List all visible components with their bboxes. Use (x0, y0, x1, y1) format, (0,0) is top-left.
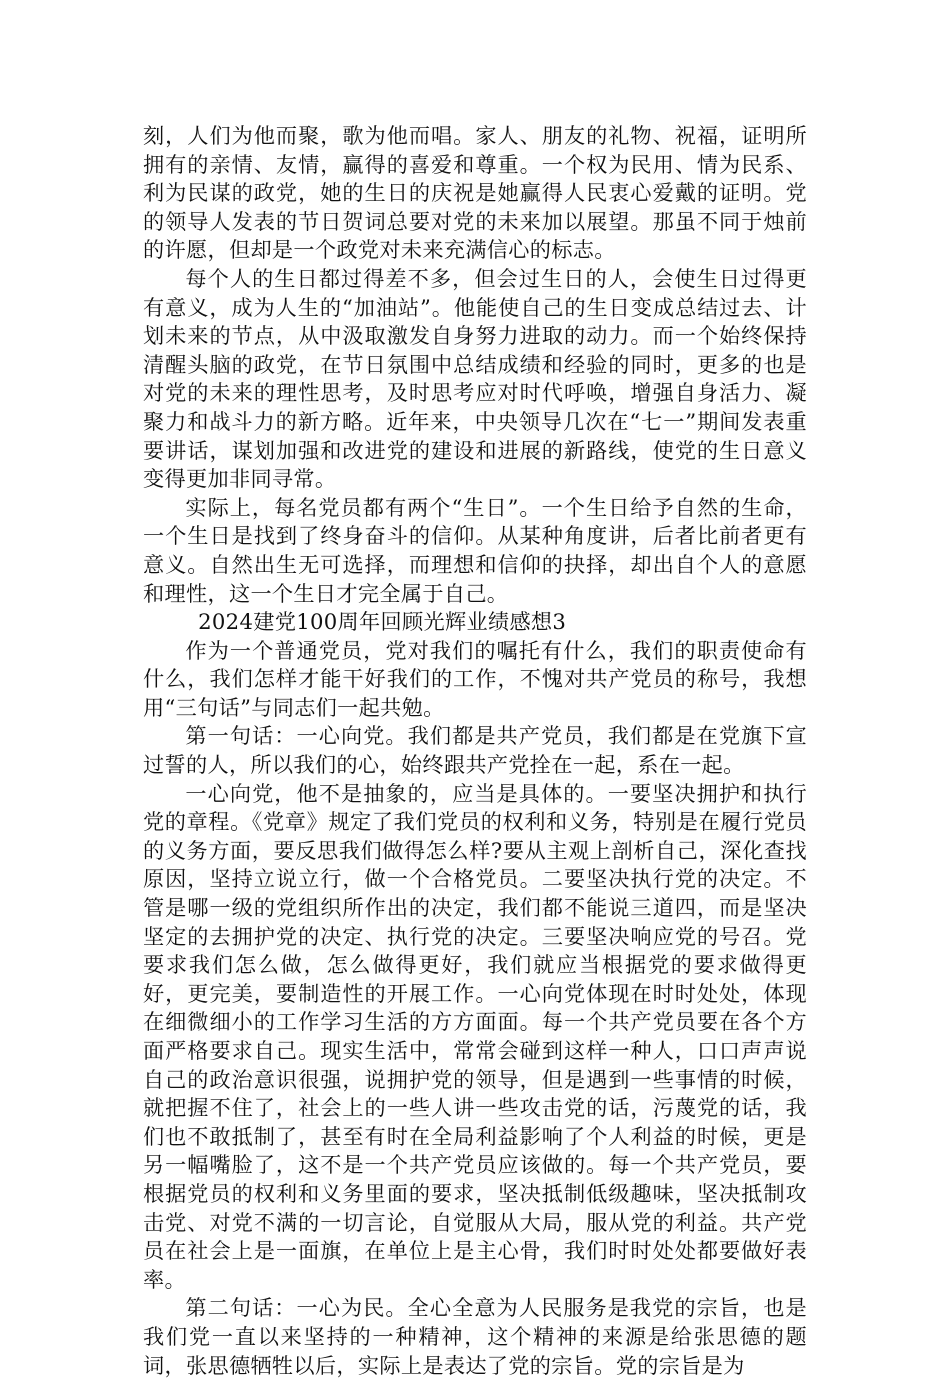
paragraph-two-birthdays: 实际上，每名党员都有两个“生日”。一个生日给予自然的生命，一个生日是找到了终身奋斗的信仰。从某种角度讲，后者比前者更有意义。自然出生无可选择，而理想和信仰的抉择，却出自个人的意愿和理性，这一个生日才完全属于自己。 (143, 494, 807, 606)
paragraph-three-sentences-intro: 作为一个普通党员，党对我们的嘱托有什么，我们的职责使命有什么，我们怎样才能干好我们的工作，不愧对共产党员的称号，我想用“三句话”与同志们一起共勉。 (143, 637, 807, 720)
paragraph-first-sentence: 第一句话：一心向党。我们都是共产党员，我们都是在党旗下宣过誓的人，所以我们的心，始终跟共产党拴在一起，系在一起。 (143, 723, 807, 778)
paragraph-continuation: 刻，人们为他而聚，歌为他而唱。家人、朋友的礼物、祝福，证明所拥有的亲情、友情，赢得的喜爱和尊重。一个权为民用、情为民系、利为民谋的政党，她的生日的庆祝是她赢得人民衷心爱戴的证明。党的领导人发表的节日贺词总要对党的未来加以展望。那虽不同于烛前的许愿，但却是一个政党对未来充满信心的标志。 (143, 123, 807, 263)
paragraph-first-sentence-detail: 一心向党，他不是抽象的，应当是具体的。一要坚决拥护和执行党的章程。《党章》规定了我们党员的权利和义务，特别是在履行党员的义务方面，要反思我们做得怎么样?要从主观上剖析自己，深化查找原因，坚持立说立行，做一个合格党员。二要坚决执行党的决定。不管是哪一级的党组织所作出的决定，我们都不能说三道四，而是坚决坚定的去拥护党的决定、执行党的决定。三要坚决响应党的号召。党要求我们怎么做，怎么做得更好，我们就应当根据党的要求做得更好，更完美，要制造性的开展工作。一心向党体现在时时处处，体现在细微细小的工作学习生活的方方面面。每一个共产党员要在各个方面严格要求自己。现实生活中，常常会碰到这样一种人，口口声声说自己的政治意识很强，说拥护党的领导，但是遇到一些事情的时候，就把握不住了，社会上的一些人讲一些攻击党的话，污蔑党的话，我们也不敢抵制了，甚至有时在全局利益影响了个人利益的时候，更是另一幅嘴脸了，这不是一个共产党员应该做的。每一个共产党员，要根据党员的权利和义务里面的要求，坚决抵制低级趣味，坚决抵制攻击党、对党不满的一切言论，自觉服从大局，服从党的利益。共产党员在社会上是一面旗，在单位上是主心骨，我们时时处处都要做好表率。 (143, 780, 807, 1292)
paragraph-second-sentence: 第二句话：一心为民。全心全意为人民服务是我党的宗旨，也是我们党一直以来坚持的一种精神，这个精神的来源是给张思德的题词，张思德牺牲以后，实际上是表达了党的宗旨。党的宗旨是为 (143, 1295, 807, 1378)
paragraph-birthday-meaning: 每个人的生日都过得差不多，但会过生日的人，会使生日过得更有意义，成为人生的“加油站”。他能使自己的生日变成总结过去、计划未来的节点，从中汲取激发自身努力进取的动力。而一个始终保持清醒头脑的政党，在节日氛围中总结成绩和经验的同时，更多的也是对党的未来的理性思考，及时思考应对时代呼唤，增强自身活力、凝聚力和战斗力的新方略。近年来，中央领导几次在“七一”期间发表重要讲话，谋划加强和改进党的建设和进展的新路线，使党的生日意义变得更加非同寻常。 (143, 265, 807, 492)
section-heading: 2024建党100周年回顾光辉业绩感想3 (198, 609, 567, 635)
document-body (143, 122, 807, 1380)
